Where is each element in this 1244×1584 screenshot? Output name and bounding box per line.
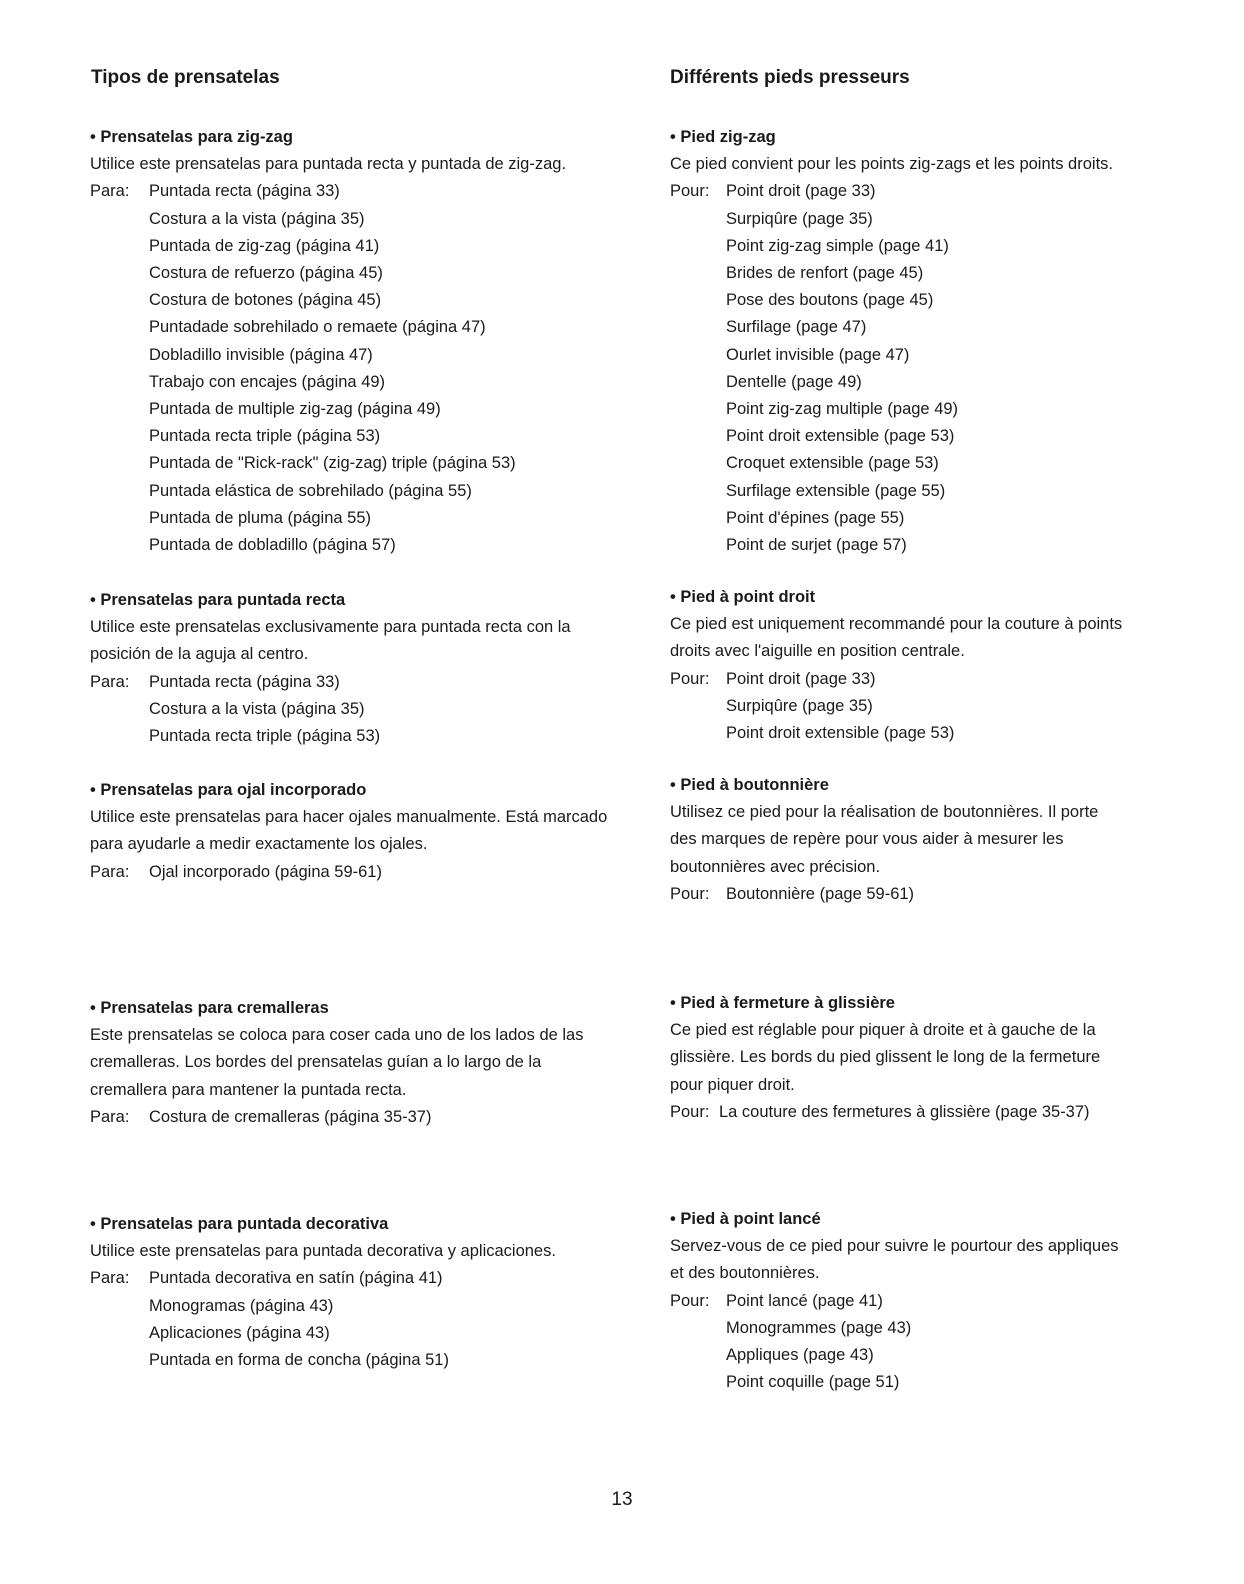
usage-list — [149, 859, 382, 886]
section-heading: • Prensatelas para puntada recta — [90, 591, 346, 609]
list-item: Dentelle (page 49) — [726, 372, 862, 391]
section-text-line: cremallera para mantener la puntada recta. — [90, 1080, 407, 1099]
section-text-line: pour piquer droit. — [670, 1075, 795, 1094]
section-decorative-es — [90, 1211, 556, 1374]
list-item: Puntada elástica de sobrehilado (página 55) — [149, 481, 472, 500]
section-text-line: posición de la aguja al centro. — [90, 645, 309, 664]
section-heading: • Pied à point droit — [670, 588, 816, 606]
usage-block — [670, 1099, 1100, 1126]
section-text-line: glissière. Les bords du pied glissent le long de la fermeture — [670, 1048, 1101, 1067]
usage-list — [726, 881, 914, 908]
section-text-line: Utilice este prensatelas exclusivamente para puntada recta con la — [90, 618, 571, 637]
section-text-line: Ce pied convient pour les points zig-zags et les points droits. — [670, 155, 1113, 174]
usage-block — [90, 859, 607, 886]
section-zipper-fr — [670, 990, 1100, 1126]
usage-label: Para: — [90, 1107, 130, 1126]
usage-block — [670, 1288, 1119, 1397]
list-item: Puntada de "Rick-rack" (zig-zag) triple (página 53) — [149, 454, 516, 473]
list-item: Appliques (page 43) — [726, 1346, 874, 1365]
usage-block — [670, 881, 1098, 908]
usage-list — [149, 178, 516, 559]
usage-label: Pour: — [670, 669, 710, 688]
list-item: Pose des boutons (page 45) — [726, 291, 934, 310]
usage-list — [726, 178, 958, 559]
list-item: Surfilage extensible (page 55) — [726, 481, 946, 500]
list-item: Costura a la vista (página 35) — [149, 209, 365, 228]
usage-label: Pour: — [670, 182, 710, 201]
section-zipper-es — [90, 995, 583, 1131]
list-item: Point droit extensible (page 53) — [726, 724, 955, 743]
usage-block — [670, 666, 1122, 748]
section-satin-fr — [670, 1206, 1119, 1396]
list-item: Costura de botones (página 45) — [149, 291, 382, 310]
section-heading: • Prensatelas para cremalleras — [90, 999, 329, 1017]
section-text-line: Utilice este prensatelas para hacer ojales manualmente. Está marcado — [90, 808, 608, 827]
section-heading: • Prensatelas para ojal incorporado — [90, 781, 367, 799]
section-text-line: Ce pied est uniquement recommandé pour la couture à points — [670, 615, 1123, 634]
section-text-line: para ayudarle a medir exactamente los ojales. — [90, 835, 428, 854]
list-item: Puntada decorativa en satín (página 41) — [149, 1269, 443, 1288]
list-item: Costura de cremalleras (página 35-37) — [149, 1107, 432, 1126]
section-text-line: et des boutonnières. — [670, 1264, 820, 1283]
list-item: Point coquille (page 51) — [726, 1373, 900, 1392]
usage-label: Para: — [90, 862, 130, 881]
list-item: Point droit (page 33) — [726, 669, 876, 688]
list-item: Ourlet invisible (page 47) — [726, 345, 910, 364]
usage-label: Pour: — [670, 1291, 710, 1310]
usage-block — [90, 669, 571, 751]
usage-list — [149, 1104, 431, 1131]
list-item: Monogrammes (page 43) — [726, 1318, 912, 1337]
list-item: Dobladillo invisible (página 47) — [149, 345, 373, 364]
section-text-line: droits avec l'aiguille en position centrale. — [670, 642, 965, 661]
usage-list — [719, 1099, 1090, 1126]
spanish-column-title: Tipos de prensatelas — [91, 67, 280, 88]
list-item: Puntada recta (página 33) — [149, 182, 340, 201]
list-item: Point droit (page 33) — [726, 182, 876, 201]
list-item: Trabajo con encajes (página 49) — [149, 372, 386, 391]
list-item: Brides de renfort (page 45) — [726, 264, 924, 283]
section-text-line: Servez-vous de ce pied pour suivre le pourtour des appliques — [670, 1237, 1119, 1256]
list-item: Boutonnière (page 59-61) — [726, 884, 915, 903]
usage-block — [90, 1104, 583, 1131]
page-number: 13 — [611, 1489, 633, 1510]
list-item: Point zig-zag multiple (page 49) — [726, 400, 959, 419]
section-heading: • Pied à point lancé — [670, 1210, 821, 1228]
section-text-line: Utilice este prensatelas para puntada recta y puntada de zig-zag. — [90, 155, 567, 174]
section-heading: • Pied à fermeture à glissière — [670, 994, 895, 1012]
usage-label: Para: — [90, 182, 130, 201]
usage-list — [726, 1288, 911, 1397]
list-item: Surfilage (page 47) — [726, 318, 867, 337]
section-text-line: cremalleras. Los bordes del prensatelas guían a lo largo de la — [90, 1053, 542, 1072]
list-item: Point de surjet (page 57) — [726, 536, 907, 555]
section-heading: • Pied zig-zag — [670, 128, 776, 146]
usage-list — [149, 669, 380, 751]
list-item: Puntadade sobrehilado o remaete (página 47) — [149, 318, 486, 337]
list-item: Puntada recta triple (página 53) — [149, 427, 381, 446]
list-item: Puntada recta triple (página 53) — [149, 727, 381, 746]
section-straight-fr — [670, 584, 1122, 747]
usage-block — [90, 1265, 556, 1374]
list-item: Surpiqûre (page 35) — [726, 696, 873, 715]
list-item: Puntada recta (página 33) — [149, 672, 340, 691]
list-item: Croquet extensible (page 53) — [726, 454, 939, 473]
usage-list — [726, 666, 954, 748]
section-straight-es — [90, 587, 571, 750]
section-heading: • Prensatelas para zig-zag — [90, 128, 293, 146]
list-item: Costura de refuerzo (página 45) — [149, 264, 383, 283]
list-item: Aplicaciones (página 43) — [149, 1323, 330, 1342]
section-text-line: Este prensatelas se coloca para coser cada uno de los lados de las — [90, 1026, 584, 1045]
section-zigzag-fr — [670, 124, 1113, 559]
section-heading: • Prensatelas para puntada decorativa — [90, 1215, 389, 1233]
section-text-line: Ce pied est réglable pour piquer à droite et à gauche de la — [670, 1021, 1096, 1040]
list-item: Puntada en forma de concha (página 51) — [149, 1351, 449, 1370]
list-item: Puntada de pluma (página 55) — [149, 508, 371, 527]
section-buttonhole-es — [90, 777, 607, 886]
french-column-title: Différents pieds presseurs — [670, 67, 910, 88]
usage-label: Para: — [90, 1269, 130, 1288]
list-item: Puntada de zig-zag (página 41) — [149, 236, 380, 255]
usage-label: Pour: — [670, 1102, 710, 1121]
list-item: Surpiqûre (page 35) — [726, 209, 873, 228]
list-item: Point zig-zag simple (page 41) — [726, 236, 949, 255]
section-text-line: boutonnières avec précision. — [670, 857, 881, 876]
list-item: Puntada de multiple zig-zag (página 49) — [149, 400, 441, 419]
usage-list — [149, 1265, 449, 1374]
list-item: Ojal incorporado (página 59-61) — [149, 862, 382, 881]
section-text-line: Utilice este prensatelas para puntada decorativa y aplicaciones. — [90, 1242, 556, 1261]
list-item: Costura a la vista (página 35) — [149, 699, 365, 718]
section-heading: • Pied à boutonnière — [670, 776, 829, 794]
usage-block — [670, 178, 1113, 559]
section-text-line: Utilisez ce pied pour la réalisation de boutonnières. Il porte — [670, 803, 1099, 822]
list-item: Point d'épines (page 55) — [726, 508, 905, 527]
list-item: La couture des fermetures à glissière (page 35-37) — [719, 1102, 1090, 1121]
section-text-line: des marques de repère pour vous aider à mesurer les — [670, 830, 1064, 849]
usage-block — [90, 178, 566, 559]
list-item: Monogramas (página 43) — [149, 1296, 334, 1315]
usage-label: Para: — [90, 672, 130, 691]
section-zigzag-es — [90, 124, 566, 559]
list-item: Point lancé (page 41) — [726, 1291, 883, 1310]
list-item: Point droit extensible (page 53) — [726, 427, 955, 446]
list-item: Puntada de dobladillo (página 57) — [149, 536, 396, 555]
usage-label: Pour: — [670, 884, 710, 903]
section-buttonhole-fr — [670, 772, 1098, 908]
